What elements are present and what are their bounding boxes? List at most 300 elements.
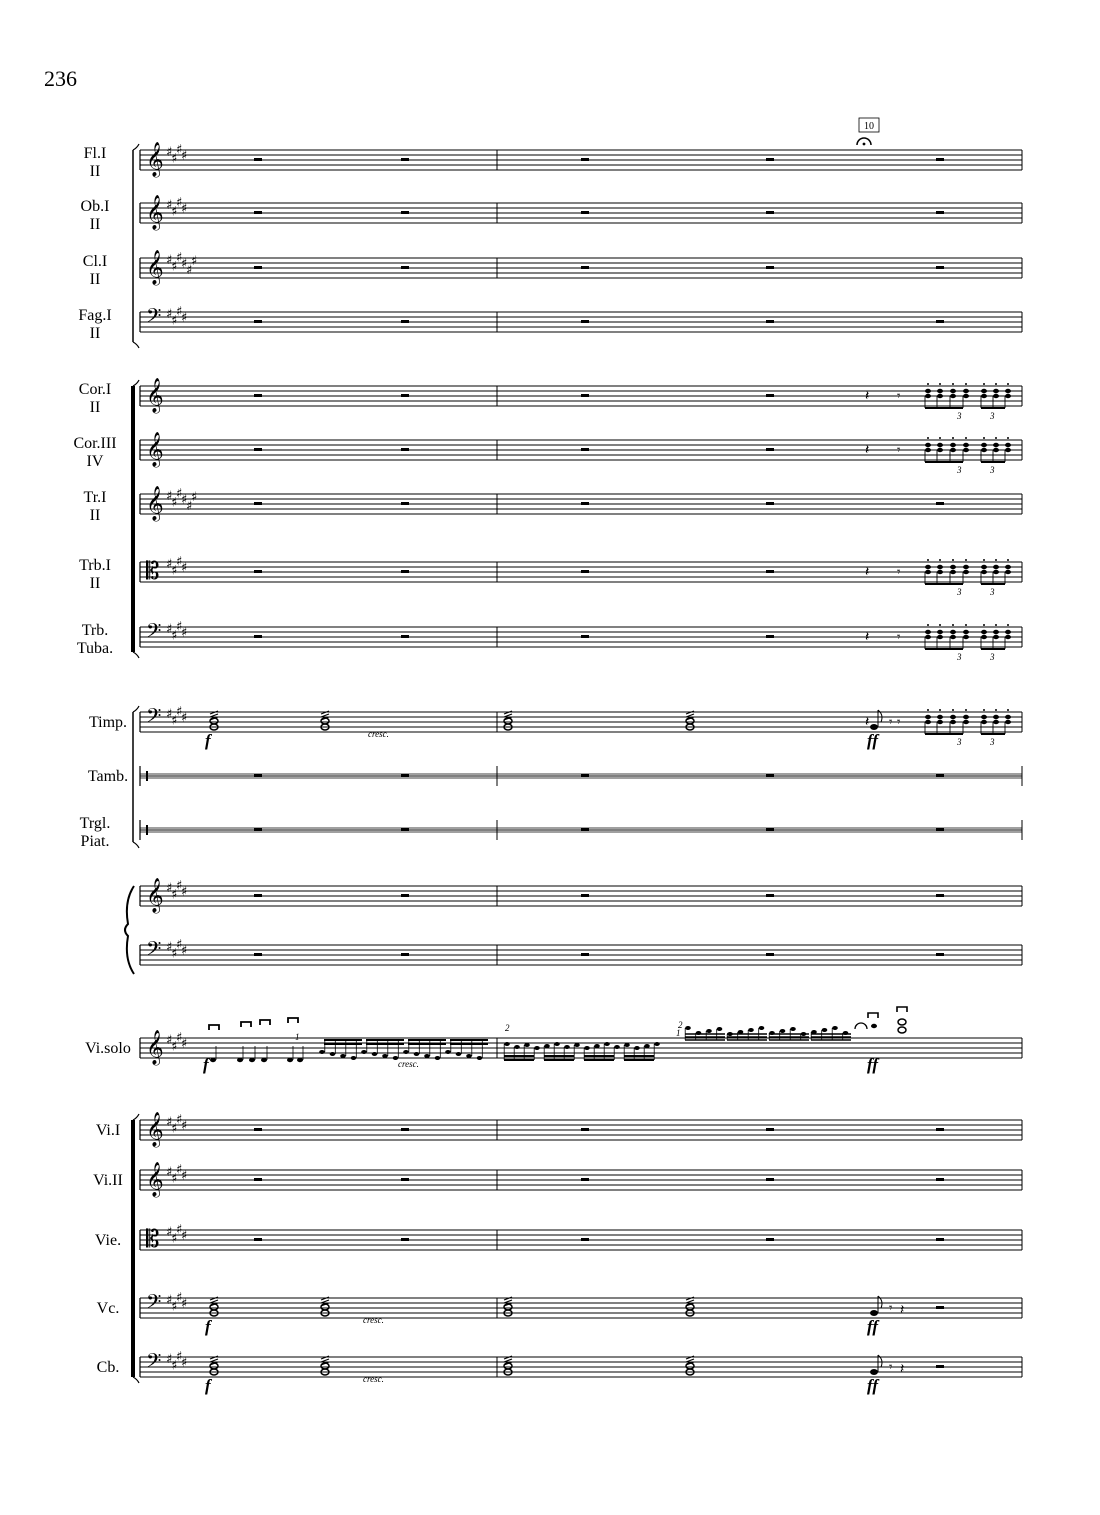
half-rest [401,320,409,323]
sharp-icon: ♯ [181,1228,188,1244]
half-rest [766,211,774,214]
notehead [1005,570,1011,574]
sharp-icon: ♯ [166,707,173,722]
staff-label-cor34-sub: IV [86,453,104,470]
sharp-icon: ♯ [166,1033,173,1048]
notehead [297,1058,303,1062]
sharp-icon: ♯ [166,881,173,896]
sharp-icon: ♯ [176,619,183,635]
staff-label-fl: Fl.I [83,145,107,162]
sharp-icon: ♯ [166,489,173,504]
half-rest [581,266,589,269]
staff-ob [81,195,1022,233]
sharp-icon: ♯ [186,498,193,514]
sharp-icon: ♯ [191,489,198,505]
staff-label-ob-sub: II [89,216,101,233]
half-rest [401,635,409,638]
staff-pno_lh [140,937,1022,965]
half-rest [401,570,409,573]
notehead [950,630,956,634]
half-rest [401,1178,409,1181]
staff-label-fag-sub: II [89,325,101,342]
half-rest [254,1238,262,1241]
triplet-number: 3 [957,737,962,747]
notehead [925,389,931,393]
staff-label-trbtuba-sub: Tuba. [76,640,114,657]
notehead [993,394,999,398]
treble-clef-icon: 𝄞 [146,142,164,177]
cb-final-note [870,1355,944,1377]
half-rest [936,894,944,897]
sharp-icon: ♯ [176,1349,183,1365]
staff-vc [97,1290,1022,1318]
bass-clef-icon: 𝄢 [146,1349,162,1377]
staccato-dot [939,709,941,711]
vc-final-note [870,1296,944,1318]
notehead [937,443,943,447]
staccato-dot [983,437,985,439]
quarter-rest-icon: 𝄽 [865,388,870,404]
staff-label-trgl-sub: Piat. [80,833,110,850]
notehead [993,635,999,639]
notehead [925,720,931,724]
staccato-dot [1007,437,1009,439]
vc-cresc: cresc. [363,1315,384,1325]
half-rest [581,158,589,161]
staff-label-trbtuba: Trb. [81,622,109,639]
notehead [706,1029,712,1033]
sharp-icon: ♯ [176,1112,183,1128]
sharp-icon: ♯ [171,1299,178,1315]
sharp-icon: ♯ [181,148,188,164]
treble-clef-icon: 𝄞 [146,195,164,230]
half-rest [936,828,944,831]
notehead [870,724,878,730]
staccato-dot [927,383,929,385]
bass-clef-icon: 𝄢 [146,704,162,732]
staff-label-trb12-sub: II [89,575,101,592]
alto-clef-icon: 𝄡 [146,1225,160,1253]
staccato-dot [983,624,985,626]
notehead [981,630,987,634]
notehead [993,570,999,574]
notehead [981,570,987,574]
notehead [937,570,943,574]
eighth-rest-icon: 𝄾 [897,565,901,580]
fingering: 2 [505,1023,510,1033]
half-rest [581,1238,589,1241]
half-rest [766,774,774,777]
notehead [963,715,969,719]
eighth-rest-icon: 𝄾 [897,389,901,404]
half-rest [401,894,409,897]
half-rest [581,211,589,214]
sharp-icon: ♯ [181,1168,188,1184]
staccato-dot [965,624,967,626]
half-rest [936,211,944,214]
staccato-dot [995,624,997,626]
sharp-icon: ♯ [171,887,178,903]
half-rest [401,266,409,269]
staccato-dot [995,559,997,561]
sharp-icon: ♯ [181,1118,188,1134]
half-rest [766,266,774,269]
notehead [993,565,999,569]
half-rest [936,502,944,505]
quarter-rest-icon: 𝄽 [865,564,870,580]
half-rest [936,1178,944,1181]
notehead [937,720,943,724]
tremolo-stroke [321,1297,329,1300]
down-bow-icon [288,1018,298,1023]
sharp-icon: ♯ [166,1115,173,1130]
staccato-dot [1007,709,1009,711]
staccato-dot [983,559,985,561]
vlsolo-cresc: cresc. [398,1059,419,1069]
percussion-clef [146,771,148,781]
notehead [963,565,969,569]
sharp-icon: ♯ [171,259,178,275]
half-rest [254,448,262,451]
sharp-icon: ♯ [171,1231,178,1247]
brass-bracket-bottom [133,652,139,658]
sharp-icon: ♯ [171,1358,178,1374]
down-bow-icon [260,1020,270,1025]
notehead [634,1046,640,1050]
vc-dynamic-f: f [205,1317,211,1336]
triplet-number: 3 [990,587,995,597]
staff-label-vl1: Vi.I [95,1122,121,1139]
half-rest [254,1128,262,1131]
sharp-icon: ♯ [166,1165,173,1180]
timp-triplets [865,709,1011,747]
staff-vie [95,1222,1022,1253]
timp-dynamic-ff: ff [867,731,879,750]
half-rest [581,894,589,897]
notehead [654,1042,660,1046]
triplet-number: 3 [957,465,962,475]
triplet-number: 3 [990,411,995,421]
half-rest [581,570,589,573]
sharp-icon: ♯ [166,145,173,160]
notehead [477,1056,483,1060]
half-rest [254,635,262,638]
quarter-rest-icon: 𝄽 [900,1302,905,1318]
notehead [564,1045,570,1049]
staccato-dot [995,383,997,385]
staff-vl2 [93,1162,1022,1198]
half-rest [401,774,409,777]
half-rest [936,1128,944,1131]
tremolo-stroke [210,1297,218,1300]
sharp-icon: ♯ [176,878,183,894]
staff-cb [97,1349,1022,1377]
notehead [1005,630,1011,634]
half-rest [254,828,262,831]
notehead [748,1028,754,1032]
sharp-icon: ♯ [176,195,183,211]
tremolo-stroke [686,711,694,714]
eighth-rest-icon: 𝄾 [897,443,901,458]
notehead [382,1054,388,1058]
notehead [925,443,931,447]
treble-clef-icon: 𝄞 [146,1030,164,1065]
notehead [1005,389,1011,393]
notehead [925,394,931,398]
notehead [963,635,969,639]
quarter-rest-icon: 𝄽 [900,1361,905,1377]
notehead [925,715,931,719]
notehead [544,1044,550,1048]
staccato-dot [927,709,929,711]
notehead [981,565,987,569]
treble-clef-icon: 𝄞 [146,378,164,413]
notehead [1005,565,1011,569]
staccato-dot [995,437,997,439]
notehead [685,1026,691,1030]
staff-tamb [88,766,1022,786]
notehead [524,1043,530,1047]
half-rest [766,570,774,573]
notehead [644,1044,650,1048]
sharp-icon: ♯ [181,1036,188,1052]
half-rest [581,953,589,956]
notehead [319,1050,325,1054]
half-rest [254,1178,262,1181]
notehead [981,448,987,452]
tremolo-stroke [686,1297,694,1300]
down-bow-icon [241,1022,251,1027]
notehead [624,1043,630,1047]
half-rest [401,1238,409,1241]
notehead [870,1369,878,1375]
notehead [870,1310,878,1316]
staccato-dot [965,383,967,385]
sharp-icon: ♯ [166,940,173,955]
sharp-icon: ♯ [166,622,173,637]
sharp-icon: ♯ [166,198,173,213]
staff-label-cor12-sub: II [89,399,101,416]
staccato-dot [939,559,941,561]
triplet-number: 3 [990,737,995,747]
staff-cl [83,250,1022,288]
staff-label-vlsolo: Vi.solo [85,1040,131,1057]
half-rest [401,394,409,397]
down-bow-icon [897,1007,907,1012]
vlsolo-dynamic-ff: ff [867,1055,879,1074]
half-rest [766,502,774,505]
half-rest [766,158,774,161]
treble-clef-icon: 𝄞 [146,486,164,521]
tremolo-stroke [210,711,218,714]
sharp-icon: ♯ [166,1293,173,1308]
notehead [925,635,931,639]
rehearsal-mark: 10 [864,121,874,132]
cb-dynamic-ff: ff [867,1376,879,1395]
half-rest [936,1306,944,1309]
half-rest [936,158,944,161]
timp-cresc: cresc. [368,729,389,739]
triplet-number: 3 [957,652,962,662]
treble-clef-icon: 𝄞 [146,878,164,913]
staff-label-tr-sub: II [89,507,101,524]
half-rest [401,502,409,505]
staff-cor12 [79,378,1022,416]
half-rest [581,448,589,451]
sharp-icon: ♯ [171,946,178,962]
half-rest [936,774,944,777]
notehead [950,448,956,452]
staff-cor34 [73,432,1022,470]
sharp-icon: ♯ [176,486,183,502]
half-rest [581,502,589,505]
violin-solo-passage [203,1007,907,1074]
staff-label-cb: Cb. [96,1359,120,1376]
notehead [871,1024,877,1028]
sharp-icon: ♯ [176,142,183,158]
notehead [981,715,987,719]
notehead [534,1046,540,1050]
eighth-rest-icon: 𝄾 [889,1301,893,1316]
notehead [554,1042,560,1046]
staff-label-ob: Ob.I [80,198,110,215]
half-rest [401,448,409,451]
sharp-icon: ♯ [176,554,183,570]
staccato-dot [952,383,954,385]
notehead [925,565,931,569]
notehead [993,630,999,634]
staccato-dot [927,437,929,439]
fingering: 1 [295,1032,300,1042]
notehead [925,630,931,634]
percussion-bracket-top [133,706,139,712]
sharp-icon: ♯ [181,256,188,272]
notehead [950,443,956,447]
half-rest [766,635,774,638]
percussion-bracket-bottom [133,842,139,848]
treble-clef-icon: 𝄞 [146,1112,164,1147]
staff-trb12 [79,554,1022,592]
fermata-dot [863,143,866,146]
staff-label-tamb: Tamb. [87,768,129,785]
notehead [1005,635,1011,639]
notehead [584,1046,590,1050]
down-bow-icon [868,1013,878,1018]
notehead [614,1045,620,1049]
tremolo-stroke [504,1297,512,1300]
bass-clef-icon: 𝄢 [146,937,162,965]
bass-clef-icon: 𝄢 [146,619,162,647]
percussion-clef [146,825,148,835]
half-rest [766,1128,774,1131]
notehead [981,635,987,639]
notehead [351,1056,357,1060]
half-rest [581,774,589,777]
notehead [937,635,943,639]
half-rest [936,266,944,269]
staccato-dot [965,437,967,439]
trbtuba-triplets [865,624,1011,662]
staff-fl [84,142,1022,180]
half-rest [766,1238,774,1241]
strings-bracket-bottom [133,1377,139,1383]
half-rest [766,394,774,397]
timp-dynamic-f: f [205,731,211,750]
half-rest [766,320,774,323]
staccato-dot [939,437,941,439]
vlsolo-dynamic-f: f [203,1055,209,1074]
notehead [925,448,931,452]
sharp-icon: ♯ [171,563,178,579]
notehead [287,1058,293,1062]
sharp-icon: ♯ [171,628,178,644]
treble-clef-icon: 𝄞 [146,1162,164,1197]
sharp-icon: ♯ [181,310,188,326]
staccato-dot [927,559,929,561]
bass-clef-icon: 𝄢 [146,304,162,332]
notehead [361,1050,367,1054]
half-rest [254,211,262,214]
notehead [937,715,943,719]
tremolo-stroke [321,1356,329,1359]
sharp-icon: ♯ [176,1030,183,1046]
half-rest [766,828,774,831]
staff-label-timp: Timp. [88,714,128,731]
half-rest [401,158,409,161]
sharp-icon: ♯ [171,1121,178,1137]
staff-label-trb12: Trb.I [79,557,111,574]
half-rest [581,828,589,831]
tremolo-stroke [504,711,512,714]
half-rest [581,394,589,397]
staccato-dot [965,709,967,711]
staccato-dot [952,624,954,626]
sharp-icon: ♯ [176,704,183,720]
staff-tr [84,486,1022,524]
half-rest [766,1178,774,1181]
tremolo-stroke [686,1356,694,1359]
notehead [981,394,987,398]
notehead [445,1050,451,1054]
half-rest [401,211,409,214]
sharp-icon: ♯ [176,1222,183,1238]
sharp-icon: ♯ [176,1290,183,1306]
sharp-icon: ♯ [166,307,173,322]
staccato-dot [952,559,954,561]
notehead [424,1054,430,1058]
notehead [249,1058,255,1062]
notehead [822,1028,828,1032]
notehead [1005,394,1011,398]
triplet-number: 3 [990,652,995,662]
triplet-number: 3 [990,465,995,475]
notehead [435,1056,441,1060]
half-rest [581,1128,589,1131]
notehead [963,570,969,574]
woodwind-bracket-bottom [133,342,139,348]
notehead [963,720,969,724]
sharp-icon: ♯ [176,304,183,320]
staff-label-fag: Fag.I [78,307,112,324]
notehead [1005,448,1011,452]
staff-label-cor34: Cor.III [73,435,117,452]
down-bow-icon [209,1025,219,1030]
notehead [993,443,999,447]
notehead [717,1027,723,1031]
notehead [1005,715,1011,719]
eighth-rest-icon: 𝄾 [897,715,901,730]
cor12-triplets [865,383,1011,421]
